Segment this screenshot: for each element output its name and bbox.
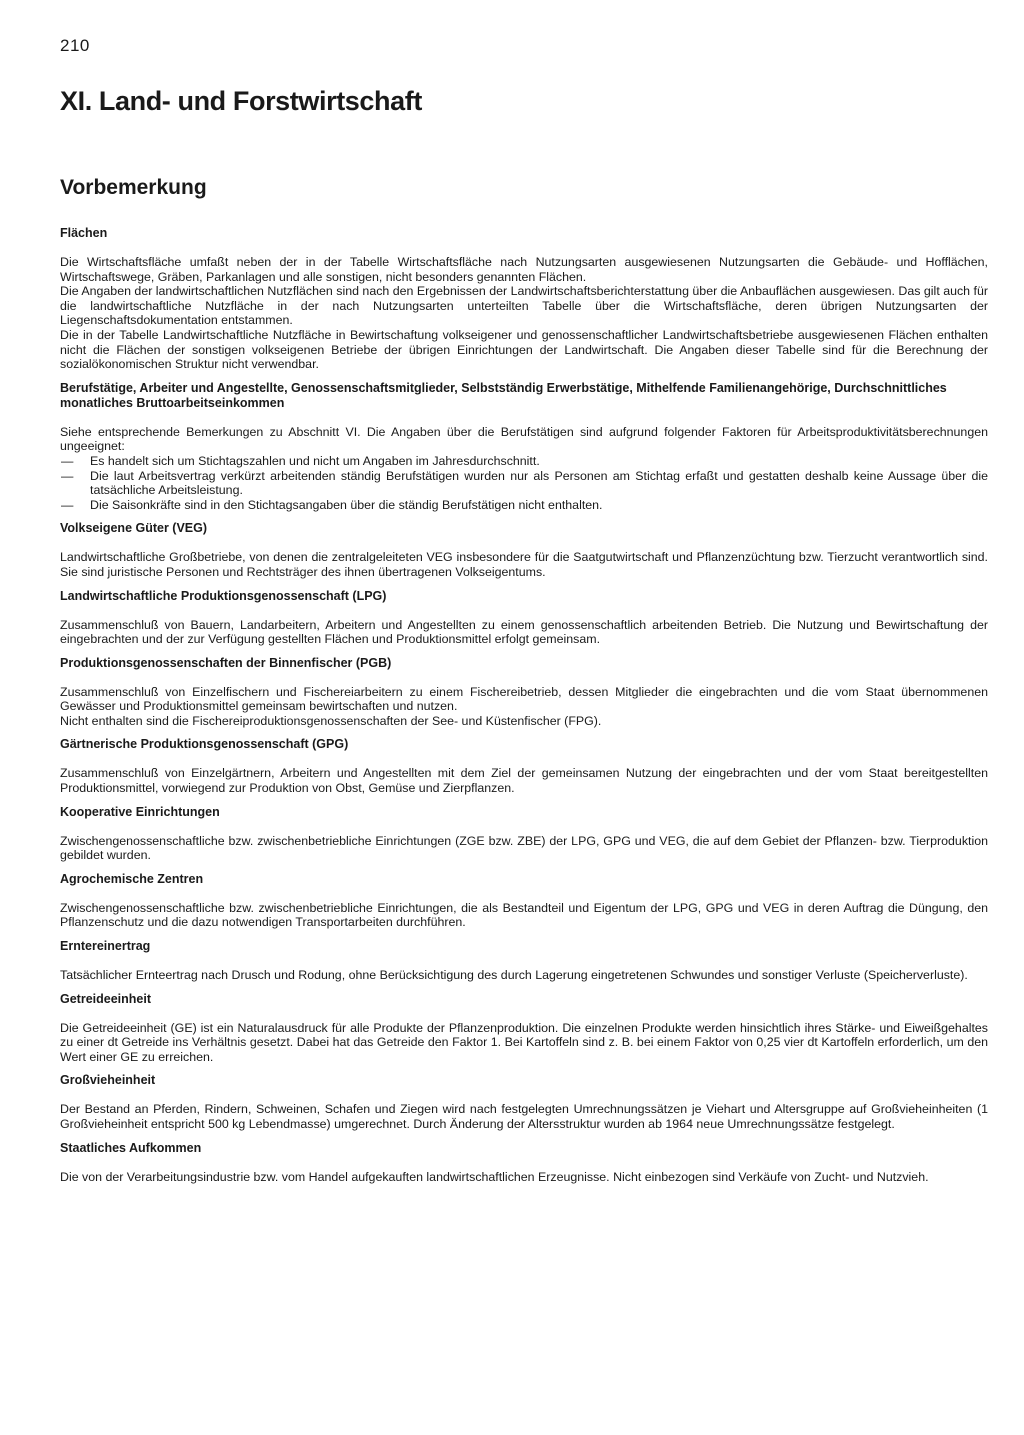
chapter-title: XI. Land- und Forstwirtschaft — [60, 86, 422, 116]
section-pgb — [60, 656, 988, 729]
section-heading: Gärtnerische Produktionsgenossenschaft (GPG) — [60, 737, 349, 752]
paragraph: Die in der Tabelle Landwirtschaftliche Nutzfläche in Bewirtschaftung volkseigener und genossenschaftlicher Landwirtschaftsbetriebe ausgewiesenen Flächen enthalten nicht die Flächen der sonstigen volkseigenen Betriebe der übrigen Einrichtungen der Landwirtschaft. Die Angaben dieser Tabelle sind für die Berechnung der sozialökonomischen Struktur nicht verwendbar. — [60, 327, 988, 372]
paragraph: Zusammenschluß von Bauern, Landarbeitern, Arbeitern und Angestellten zu einem genossenschaftlich arbeitenden Betrieb. Die Nutzung und Bewirtschaftung der eingebrachten und der zur Verfügung gestellten Flächen und Produktionsmittel erfolgt gemeinsam. — [60, 617, 988, 647]
list-item: — Es handelt sich um Stichtagszahlen und nicht um Angaben im Jahresdurchschnitt. — [60, 454, 988, 469]
section-getreideeinheit — [60, 992, 988, 1065]
section-heading: Flächen — [60, 226, 108, 240]
section-heading: Agrochemische Zentren — [60, 871, 204, 886]
section-flaechen — [60, 226, 988, 372]
paragraph: Zusammenschluß von Einzelfischern und Fischereiarbeitern zu einem Fischereibetrieb, dessen Mitglieder die eingebrachten und die vom Staat übernommenen Gewässer und Produktionsmittel gemeinsam bewirtschaften und nutzen. — [60, 684, 988, 714]
page-number: 210 — [60, 36, 90, 55]
section-erntereinertrag — [60, 939, 988, 983]
paragraph: Die Angaben der landwirtschaftlichen Nutzflächen sind nach den Ergebnissen der Landwirtschaftsberichterstattung über die Anbauflächen ausgewiesen. Das gilt auch für die landwirtschaftliche Nutzfläche in der nach Nutzungsarten unterteilten Tabelle über die Wirtschaftsfläche, deren übrigen Nutzungsarten der Liegenschaftsdokumentation entstammen. — [60, 284, 988, 328]
paragraph: Der Bestand an Pferden, Rindern, Schweinen, Schafen und Ziegen wird nach festgelegten Umrechnungssätzen je Viehart und Altersgruppe auf Großvieheinheiten (1 Großvieheinheit entspricht 500 kg Lebendmasse) umgerechnet. Durch Änderung der Altersstruktur wurden ab 1964 neue Umrechnungssätze festgelegt. — [60, 1102, 988, 1131]
section-heading: Berufstätige, Arbeiter und Angestellte, Genossenschaftsmitglieder, Selbstständig Erwerbstätige, Mithelfende Familienangehörige, Durchschnittliches monatliches Bruttoarbeitseinkommen — [60, 380, 947, 410]
paragraph: Landwirtschaftliche Großbetriebe, von denen die zentralgeleiteten VEG insbesondere für die Saatgutwirtschaft und Pflanzenzüchtung bzw. Tierzucht verantwortlich sind. Sie sind juristische Personen und Rechtsträger des ihnen übertragenen Volkseigentums. — [60, 550, 988, 579]
paragraph: Nicht enthalten sind die Fischereiproduktionsgenossenschaften der See- und Küstenfischer (FPG). — [60, 713, 602, 728]
paragraph: Siehe entsprechende Bemerkungen zu Abschnitt VI. Die Angaben über die Berufstätigen sind aufgrund folgender Faktoren für Arbeitsproduktivitätsberechnungen ungeeignet: — [60, 424, 988, 454]
section-heading: Produktionsgenossenschaften der Binnenfischer (PGB) — [60, 655, 392, 670]
document-body — [60, 226, 988, 1193]
section-heading: Erntereinertrag — [60, 939, 151, 954]
section-heading: Kooperative Einrichtungen — [60, 804, 220, 819]
section-heading: Volkseigene Güter (VEG) — [60, 521, 208, 536]
section-heading: Landwirtschaftliche Produktionsgenossenschaft (LPG) — [60, 588, 387, 603]
paragraph: Zwischengenossenschaftliche bzw. zwischenbetriebliche Einrichtungen (ZGE bzw. ZBE) der LPG, GPG und VEG, die auf dem Gebiet der Pflanzen- bzw. Tierproduktion gebildet wurden. — [60, 833, 988, 863]
paragraph: Die Getreideeinheit (GE) ist ein Naturalausdruck für alle Produkte der Pflanzenproduktion. Die einzelnen Produkte werden hinsichtlich ihres Stärke- und Eiweißgehaltes zu einer dt Getreide ins Verhältnis gesetzt. Dabei hat das Getreide den Faktor 1. Bei Kartoffeln sind z. B. bei einem Faktor von 0,25 vier dt Kartoffeln erforderlich, um den Wert einer GE zu erreichen. — [60, 1020, 988, 1064]
section-agrochemische — [60, 872, 988, 930]
section-heading: Getreideeinheit — [60, 991, 151, 1006]
paragraph: Die von der Verarbeitungsindustrie bzw. vom Handel aufgekauften landwirtschaftlichen Erzeugnisse. Nicht einbezogen sind Verkäufe von Zucht- und Nutzvieh. — [60, 1169, 929, 1184]
list-item: — Die laut Arbeitsvertrag verkürzt arbeitenden ständig Berufstätigen wurden nur als Personen am Stichtag erfaßt und gestatten deshalb keine Aussage über die tatsächliche Arbeitsleistung. — [60, 469, 988, 498]
preface-title: Vorbemerkung — [60, 176, 207, 199]
section-grossvieheinheit — [60, 1073, 988, 1131]
section-aufkommen — [60, 1141, 988, 1185]
paragraph: Tatsächlicher Ernteertrag nach Drusch und Rodung, ohne Berücksichtigung des durch Lagerung eingetretenen Schwundes und sonstiger Verluste (Speicherverluste). — [60, 968, 968, 983]
section-gpg — [60, 737, 988, 795]
paragraph: Die Wirtschaftsfläche umfaßt neben der in der Tabelle Wirtschaftsfläche nach Nutzungsarten ausgewiesenen Nutzungsarten die Gebäude- und Hofflächen, Wirtschaftswege, Gräben, Parkanlagen und alle sonstigen, nicht besonders genannten Flächen. — [60, 255, 988, 284]
section-lpg — [60, 589, 988, 647]
factor-list — [60, 454, 988, 512]
list-item: — Die Saisonkräfte sind in den Stichtagsangaben über die ständig Berufstätigen nicht enthalten. — [60, 498, 988, 513]
section-berufstaetige — [60, 381, 988, 513]
paragraph: Zwischengenossenschaftliche bzw. zwischenbetriebliche Einrichtungen, die als Bestandteil und Eigentum der LPG, GPG und VEG in deren Auftrag die Düngung, den Pflanzenschutz und die dazu notwendigen Transportarbeiten durchführen. — [60, 900, 988, 930]
section-heading: Großvieheinheit — [60, 1073, 156, 1088]
paragraph: Zusammenschluß von Einzelgärtnern, Arbeitern und Angestellten mit dem Ziel der gemeinsamen Nutzung der eingebrachten und der vom Staat bereitgestellten Produktionsmittel, vorwiegend zur Produktion von Obst, Gemüse und Zierpflanzen. — [60, 766, 988, 796]
section-veg — [60, 521, 988, 579]
section-kooperative — [60, 805, 988, 863]
section-heading: Staatliches Aufkommen — [60, 1140, 202, 1155]
